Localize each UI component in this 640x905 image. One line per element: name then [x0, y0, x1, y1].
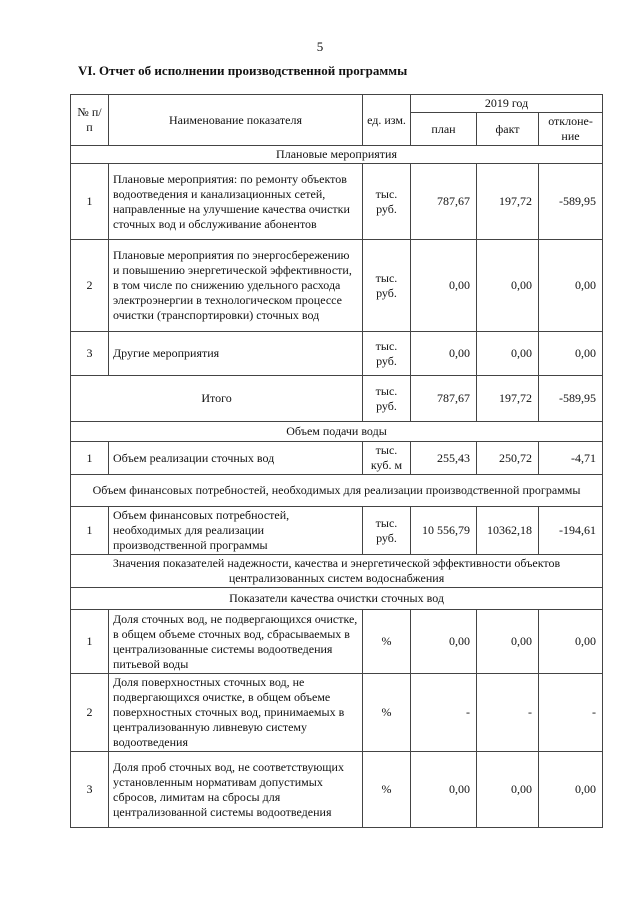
row-name: Плановые мероприятия: по ремонту объектов водоотведения и канализационных сетей, направленные на улучшение качества очистки сточных вод и обслуживание абонентов	[109, 164, 363, 240]
table-row	[71, 332, 603, 376]
section-title: VI. Отчет об исполнении производственной программы	[78, 63, 408, 78]
row-num: 1	[71, 507, 109, 555]
row-name: Доля поверхностных сточных вод, не подвергающихся очистке, в общем объеме поверхностных сточных вод, принимаемых в централизованную ливневую систему водоотведения	[109, 674, 363, 752]
row-dev: -	[539, 674, 603, 752]
row-plan: 0,00	[411, 610, 477, 674]
section-quality: Показатели качества очистки сточных вод	[71, 588, 603, 610]
table-row	[71, 164, 603, 240]
table-row	[71, 674, 603, 752]
row-dev: 0,00	[539, 752, 603, 828]
row-name: Объем финансовых потребностей, необходимых для реализации производственной программы	[109, 507, 363, 555]
row-name: Доля проб сточных вод, не соответствующих установленным нормативам допустимых сбросов, лимитам на сбросы для централизованной системы водоотведения	[109, 752, 363, 828]
total-row	[71, 376, 603, 422]
row-dev: -589,95	[539, 164, 603, 240]
section-finance: Объем финансовых потребностей, необходимых для реализации производственной программы	[71, 475, 603, 507]
row-num: 1	[71, 164, 109, 240]
row-plan: 10 556,79	[411, 507, 477, 555]
row-num: 3	[71, 332, 109, 376]
page-number: 5	[316, 39, 324, 54]
table-row	[71, 240, 603, 332]
table-row	[71, 507, 603, 555]
total-plan: 787,67	[411, 376, 477, 422]
row-plan: 787,67	[411, 164, 477, 240]
row-name: Доля сточных вод, не подвергающихся очистке, в общем объеме сточных вод, сбрасываемых в централизованные системы водоотведения питьевой воды	[109, 610, 363, 674]
row-num: 2	[71, 674, 109, 752]
row-fact: -	[477, 674, 539, 752]
row-unit: тыс. руб.	[363, 332, 411, 376]
section-row-finance	[71, 475, 603, 507]
row-fact: 250,72	[477, 442, 539, 475]
row-plan: 0,00	[411, 332, 477, 376]
row-num: 1	[71, 610, 109, 674]
row-dev: -4,71	[539, 442, 603, 475]
row-fact: 0,00	[477, 240, 539, 332]
row-fact: 0,00	[477, 332, 539, 376]
table-row	[71, 610, 603, 674]
row-unit: тыс. руб.	[363, 507, 411, 555]
row-plan: 255,43	[411, 442, 477, 475]
row-dev: 0,00	[539, 240, 603, 332]
row-fact: 0,00	[477, 610, 539, 674]
row-num: 3	[71, 752, 109, 828]
row-unit: тыс. руб.	[363, 164, 411, 240]
row-unit: %	[363, 752, 411, 828]
total-unit: тыс. руб.	[363, 376, 411, 422]
row-unit: %	[363, 674, 411, 752]
row-unit: тыс. куб. м	[363, 442, 411, 475]
row-fact: 197,72	[477, 164, 539, 240]
header-fact: факт	[477, 113, 539, 146]
header-year: 2019 год	[411, 95, 603, 113]
section-row-indicators	[71, 555, 603, 588]
row-dev: 0,00	[539, 332, 603, 376]
row-name: Другие мероприятия	[109, 332, 363, 376]
report-table	[70, 94, 603, 828]
row-dev: 0,00	[539, 610, 603, 674]
section-row-volume	[71, 422, 603, 442]
row-fact: 0,00	[477, 752, 539, 828]
row-plan: 0,00	[411, 752, 477, 828]
row-plan: -	[411, 674, 477, 752]
row-name: Плановые мероприятия по энергосбережению и повышению энергетической эффективности, в том числе по снижению удельного расхода электроэнергии в технологическом процессе очистки (транспортировки) сточных вод	[109, 240, 363, 332]
header-deviation: отклоне- ние	[539, 113, 603, 146]
total-label: Итого	[71, 376, 363, 422]
row-name: Объем реализации сточных вод	[109, 442, 363, 475]
section-row-quality	[71, 588, 603, 610]
section-volume: Объем подачи воды	[71, 422, 603, 442]
row-num: 1	[71, 442, 109, 475]
header-unit: ед. изм.	[363, 95, 411, 146]
row-fact: 10362,18	[477, 507, 539, 555]
row-num: 2	[71, 240, 109, 332]
header-plan: план	[411, 113, 477, 146]
row-plan: 0,00	[411, 240, 477, 332]
section-row-planned	[71, 146, 603, 164]
row-unit: %	[363, 610, 411, 674]
section-planned: Плановые мероприятия	[71, 146, 603, 164]
row-dev: -194,61	[539, 507, 603, 555]
header-num: № п/п	[71, 95, 109, 146]
section-indicators: Значения показателей надежности, качества и энергетической эффективности объектов централизованных систем водоснабжения	[71, 555, 603, 588]
table-row	[71, 752, 603, 828]
header-name: Наименование показателя	[109, 95, 363, 146]
total-fact: 197,72	[477, 376, 539, 422]
table-row	[71, 442, 603, 475]
row-unit: тыс. руб.	[363, 240, 411, 332]
total-dev: -589,95	[539, 376, 603, 422]
